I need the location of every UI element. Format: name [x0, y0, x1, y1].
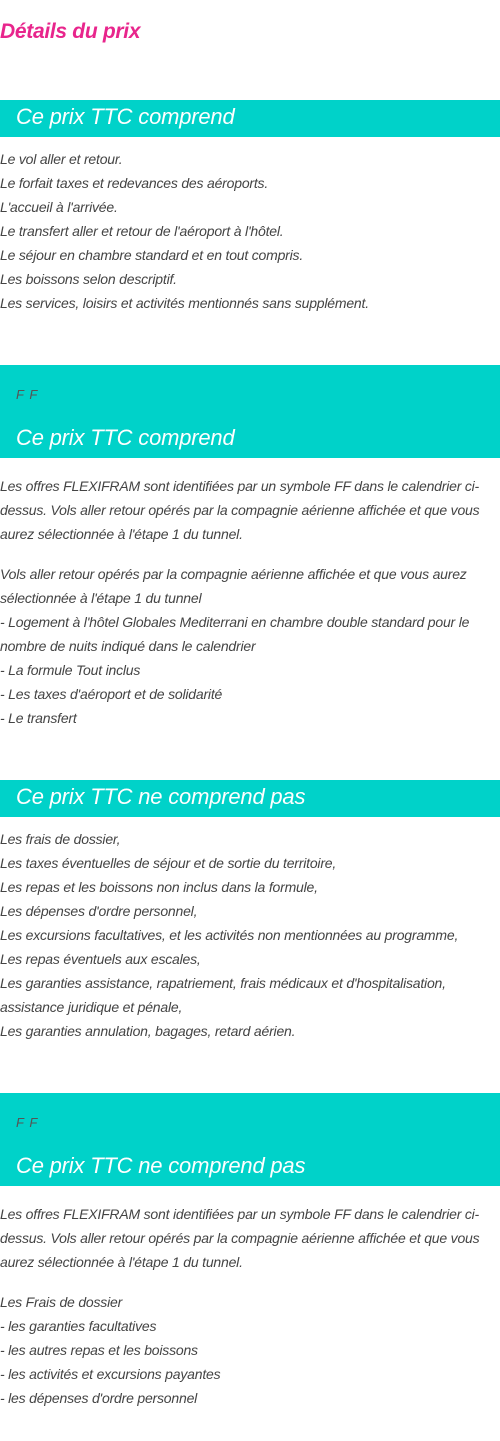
list-item: - Logement à l'hôtel Globales Mediterrani en chambre double standard pour le nombre de nuits indiqué dans le calendrier — [0, 614, 470, 654]
list-item: - les garanties facultatives — [0, 1318, 157, 1334]
section-header-not-included-ff — [0, 1093, 500, 1186]
list-item: Les services, loisirs et activités mentionnés sans supplément. — [0, 295, 369, 311]
flexifram-intro: Les offres FLEXIFRAM sont identifiées par un symbole FF dans le calendrier ci-dessus. Vols aller retour opérés par la compagnie aérienne affichée et que vous aurez sélectionnée à l'étape 1 du tunnel. — [0, 478, 480, 542]
list-item: Le transfert aller et retour de l'aéroport à l'hôtel. — [0, 223, 284, 239]
included-list — [0, 147, 498, 315]
flexifram-intro: Les offres FLEXIFRAM sont identifiées par un symbole FF dans le calendrier ci-dessus. Vols aller retour opérés par la compagnie aérienne affichée et que vous aurez sélectionnée à l'étape 1 du tunnel. — [0, 1206, 480, 1270]
not-included-ff-content — [0, 1202, 498, 1410]
section-heading: Ce prix TTC comprend — [16, 104, 235, 129]
section-heading: Ce prix TTC ne comprend pas — [16, 784, 306, 809]
section-header-included — [0, 100, 500, 137]
flexifram-body: Vols aller retour opérés par la compagnie aérienne affichée et que vous aurez sélectionnée à l'étape 1 du tunnel — [0, 566, 467, 606]
page-title: Détails du prix — [0, 20, 141, 43]
ff-badge: F F — [16, 1115, 39, 1130]
list-item: Les repas éventuels aux escales, — [0, 951, 201, 967]
flexifram-body: Les Frais de dossier — [0, 1294, 123, 1310]
list-item: - Les taxes d'aéroport et de solidarité — [0, 686, 223, 702]
section-header-not-included — [0, 780, 500, 817]
list-item: Les excursions facultatives, et les activités non mentionnées au programme, — [0, 927, 459, 943]
list-item: Le vol aller et retour. — [0, 151, 123, 167]
list-item: Les repas et les boissons non inclus dans la formule, — [0, 879, 318, 895]
list-item: Les boissons selon descriptif. — [0, 271, 177, 287]
not-included-list — [0, 827, 498, 1043]
list-item: Les taxes éventuelles de séjour et de sortie du territoire, — [0, 855, 337, 871]
ff-badge: F F — [16, 387, 39, 402]
section-header-included-ff — [0, 365, 500, 458]
list-item: Les garanties annulation, bagages, retard aérien. — [0, 1023, 296, 1039]
included-ff-content — [0, 474, 498, 730]
list-item: Le forfait taxes et redevances des aéroports. — [0, 175, 269, 191]
list-item: - les activités et excursions payantes — [0, 1366, 221, 1382]
list-item: Le séjour en chambre standard et en tout compris. — [0, 247, 304, 263]
list-item: Les frais de dossier, — [0, 831, 121, 847]
list-item: - La formule Tout inclus — [0, 662, 141, 678]
list-item: - Le transfert — [0, 710, 77, 726]
list-item: L'accueil à l'arrivée. — [0, 199, 118, 215]
list-item: - les dépenses d'ordre personnel — [0, 1390, 198, 1406]
section-heading: Ce prix TTC ne comprend pas — [16, 1153, 306, 1178]
list-item: - les autres repas et les boissons — [0, 1342, 198, 1358]
list-item: Les garanties assistance, rapatriement, frais médicaux et d'hospitalisation, assistance juridique et pénale, — [0, 975, 446, 1015]
list-item: Les dépenses d'ordre personnel, — [0, 903, 198, 919]
section-heading: Ce prix TTC comprend — [16, 425, 235, 450]
